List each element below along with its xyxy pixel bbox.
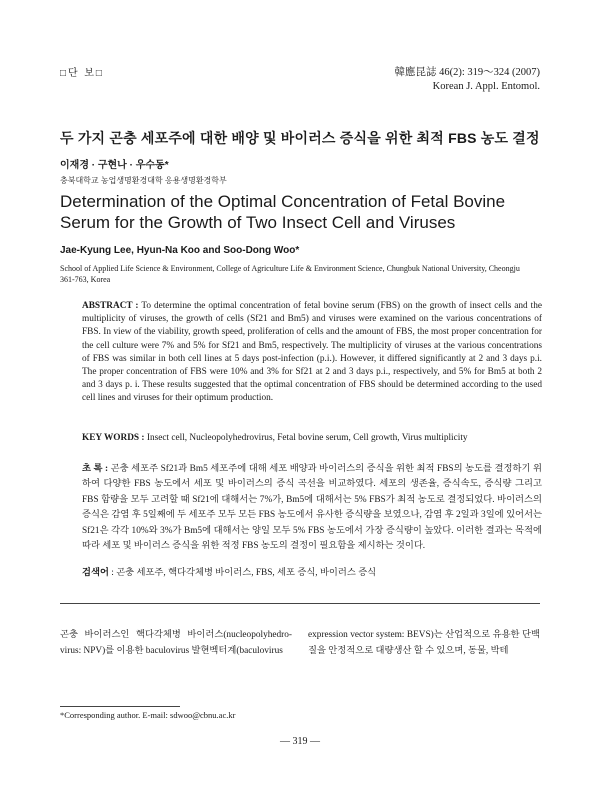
korean-title: 두 가지 곤충 세포주에 대한 배양 및 바이러스 증식을 위한 최적 FBS 농도 결정	[60, 130, 540, 146]
keywords	[82, 432, 542, 445]
english-authors: Jae-Kyung Lee, Hyun-Na Koo and Soo-Dong Woo*	[60, 245, 300, 256]
section-divider	[60, 603, 540, 604]
footnote: *Corresponding author. E-mail: sdwoo@cbnu.ac.kr	[60, 710, 236, 720]
english-title: Determination of the Optimal Concentration of Fetal Bovine Serum for the Growth of Two Insect Cell and Viruses	[60, 192, 506, 232]
korean-affiliation: 충북대학교 농업생명환경대학 응용생명환경학부	[60, 176, 227, 185]
korean-keywords-text: : 곤충 세포주, 핵다각체병 바이러스, FBS, 세포 증식, 바이러스 증식	[111, 568, 377, 578]
abstract	[82, 300, 542, 406]
body-column-right: expression vector system: BEVS)는 산업적으로 유용한 단백질을 안정적으로 대량생산 할 수 있으며, 동물, 박테	[308, 630, 540, 656]
keywords-label: KEY WORDS :	[82, 433, 145, 443]
abstract-label: ABSTRACT :	[82, 301, 139, 311]
body-column-left: 곤충 바이러스인 핵다각체병 바이러스(nucleopolyhedro-virus: NPV)를 이용한 baculovirus 발현벡터계(baculovirus	[60, 630, 292, 656]
english-affiliation: School of Applied Life Science & Environment, College of Agriculture Life & Environment Science, Chungbuk National University, Cheongju 361-763, Korea	[60, 264, 520, 284]
korean-authors: 이재경 · 구현나 · 우수동*	[60, 160, 169, 171]
korean-abstract	[82, 462, 542, 554]
page-number: — 319 —	[280, 736, 320, 747]
korean-abstract-label: 초 록 :	[82, 464, 109, 474]
keywords-text: Insect cell, Nucleopolyhedrovirus, Fetal bovine serum, Cell growth, Virus multiplicity	[146, 433, 468, 443]
section-tag: □단 보□	[60, 68, 104, 79]
journal-citation	[394, 66, 540, 94]
journal-korean: 韓應昆誌 46(2): 319～324 (2007)	[394, 67, 540, 78]
korean-keywords-label: 검색어	[82, 568, 109, 578]
korean-keywords	[82, 564, 542, 578]
footnote-rule	[60, 706, 180, 707]
korean-abstract-text: 곤충 세포주 Sf21과 Bm5 세포주에 대해 세포 배양과 바이러스의 증식을 위한 최적 FBS의 농도를 결정하기 위하여 다양한 FBS 농도에서 세포 및 바이러스의 증식 곡선을 비교하였다. 세포의 생존율, 증식속도, 증식량 그리고 FBS 함량을 모두 고려할 때 Sf21에 대해서는 7%가, Bm5에 대해서는 5% FBS가 최적 농도로 결정되었다. 바이러스의 증식은 감염 후 5일째에 두 세포주 모두 모든 FBS 농도에서 유사한 증식량을 보였으나, 감염 후 2일과 3일에 있어서는 Sf21은 각각 10%와 3%가 Bm5에 대해서는 양일 모두 5% FBS 농도에서 가장 증식량이 높았다. 이러한 결과는 목적에 따라 세포 및 바이러스 증식을 위한 적정 FBS 농도의 결정이 필요함을 제시하는 것이다.	[82, 464, 542, 552]
abstract-text: To determine the optimal concentration of fetal bovine serum (FBS) on the growth of insect cells and the multiplicity of viruses, the growth of cells (Sf21 and Bm5) and viruses were examined on the various concentrations of FBS. In view of the viability, growth speed, proliferation of cells and the amount of FBS, the most proper concentration for the cell culture were 7% and 5% for Sf21 and Bm5, respectively. The multiplicity of viruses at the various concentrations of FBS was similar in both cell lines at 5 days post-infection (p.i.). However, it differed significantly at 2 and 3 days p.i. The proper concentration of FBS were 10% and 3% for Sf21 at 2 and 3 days p.i., respectively, and 5% for Bm5 at both 2 and 3 days p. i. These results suggested that the optimal concentration of FBS should be determined according to the used cell lines and viruses for their optimum production.	[82, 301, 542, 404]
journal-english: Korean J. Appl. Entomol.	[432, 81, 540, 92]
